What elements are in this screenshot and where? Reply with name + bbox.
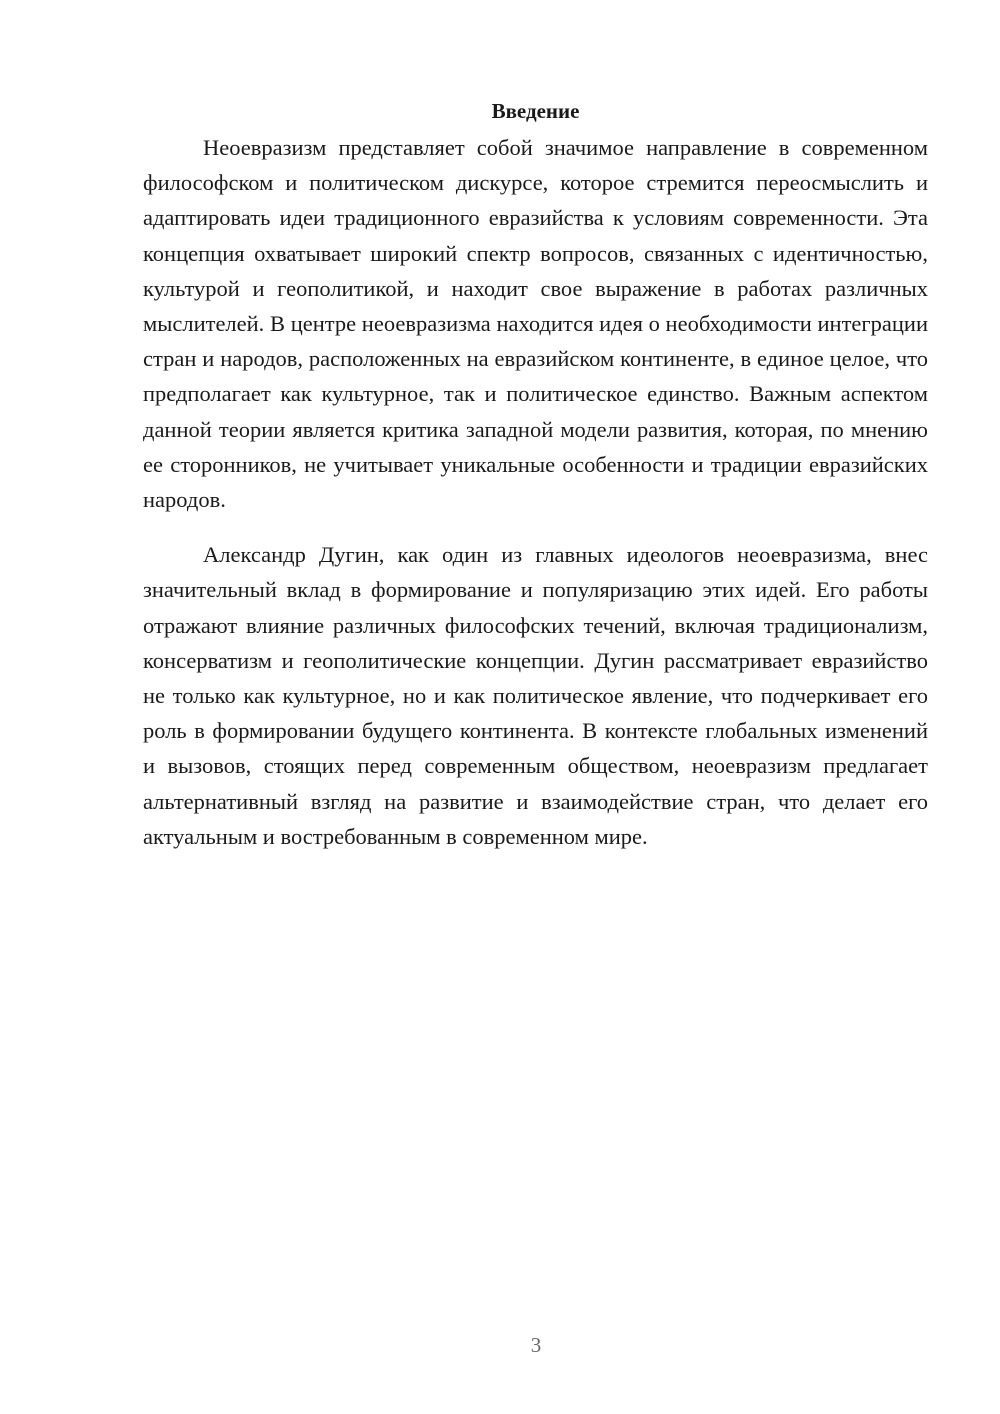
section-heading: Введение bbox=[491, 99, 580, 123]
page-number: 3 bbox=[530, 1333, 542, 1357]
paragraph-2: Александр Дугин, как один из главных идеологов неоевразизма, внес значительный вклад в формирование и популяризацию этих идей. Его работы отражают влияние различных философских течений, включая традиционализм, консерватизм и геополитические концепции. Дугин рассматривает евразийство не только как культурное, но и как политическое явление, что подчеркивает его роль в формировании будущего континента. В контексте глобальных изменений и вызовов, стоящих перед современным обществом, неоевразизм предлагает альтернативный взгляд на развитие и взаимодействие стран, что делает его актуальным и востребованным в современном мире. bbox=[143, 542, 928, 849]
page-content bbox=[143, 96, 928, 854]
paragraph-1: Неоевразизм представляет собой значимое направление в современном философском и политическом дискурсе, которое стремится переосмыслить и адаптировать идеи традиционного евразийства к условиям современности. Эта концепция охватывает широкий спектр вопросов, связанных с идентичностью, культурой и геополитикой, и находит свое выражение в работах различных мыслителей. В центре неоевразизма находится идея о необходимости интеграции стран и народов, расположенных на евразийском континенте, в единое целое, что предполагает как культурное, так и политическое единство. Важным аспектом данной теории является критика западной модели развития, которая, по мнению ее сторонников, не учитывает уникальные особенности и традиции евразийских народов. bbox=[143, 135, 928, 513]
